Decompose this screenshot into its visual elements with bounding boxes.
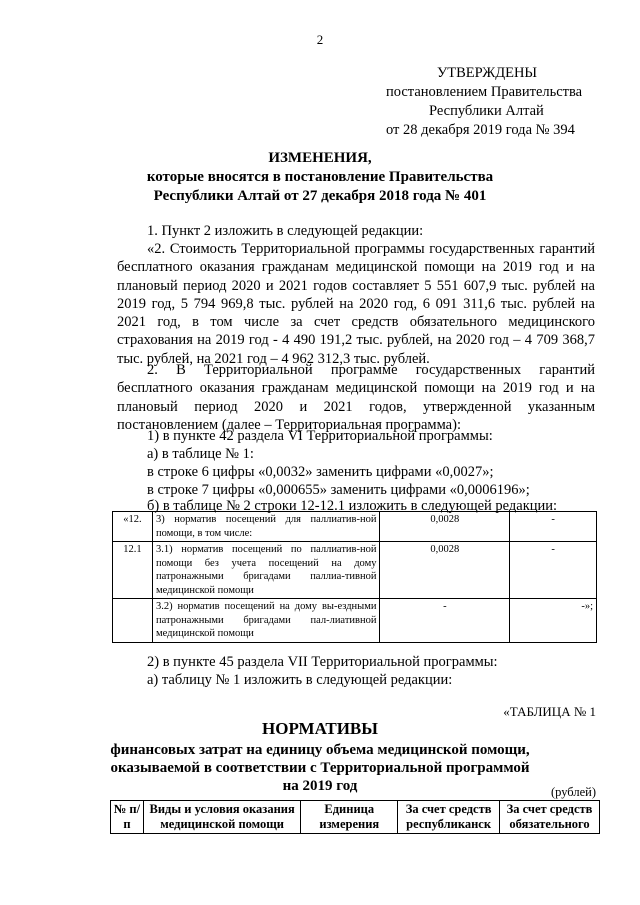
approval-line: УТВЕРЖДЕНЫ	[437, 65, 538, 81]
doc-title: ИЗМЕНЕНИЯ,	[268, 150, 372, 166]
row-number: «12.	[113, 512, 153, 542]
row-description: 3) норматив посещений для паллиатив-ной помощи, в том числе:	[152, 512, 380, 542]
row-value: 0,0028	[380, 512, 510, 542]
table-row	[113, 599, 597, 643]
normatives-title: НОРМАТИВЫ	[262, 719, 378, 738]
doc-subtitle: Республики Алтай от 27 декабря 2018 года № 401	[153, 188, 487, 204]
row-number: 12.1	[113, 542, 153, 599]
approval-line: от 28 декабря 2019 года № 394	[386, 122, 575, 138]
col-header-insurance-funds: За счет средств обязательного	[500, 801, 600, 834]
unit-label: (рублей)	[550, 785, 596, 799]
row-value: -	[510, 542, 597, 599]
list-item: а) таблицу № 1 изложить в следующей редакции:	[147, 672, 453, 688]
row-description: 3.2) норматив посещений на дому вы-ездными патронажными бригадами пал-лиативной медицинской помощи	[152, 599, 380, 643]
normatives-table-header	[110, 800, 600, 834]
col-header-types: Виды и условия оказания медицинской помощи	[143, 801, 300, 834]
col-header-unit: Единица измерения	[301, 801, 398, 834]
normatives-subtitle: оказываемой в соответствии с Территориальной программой	[110, 760, 530, 776]
paragraph-1: 1. Пункт 2 изложить в следующей редакции:	[147, 223, 424, 239]
table-label: «ТАБЛИЦА № 1	[503, 704, 596, 719]
list-item: в строке 6 цифры «0,0032» заменить цифрами «0,0027»;	[147, 464, 494, 480]
row-value: -	[380, 599, 510, 643]
list-item: а) в таблице № 1:	[147, 446, 254, 462]
row-value: -	[510, 512, 597, 542]
list-item: в строке 7 цифры «0,000655» заменить цифрами «0,0006196»;	[147, 482, 530, 498]
page-number: 2	[316, 32, 324, 47]
normatives-subtitle: финансовых затрат на единицу объема медицинской помощи,	[110, 742, 530, 758]
row-value: -»;	[510, 599, 597, 643]
col-header-number: № п/п	[111, 801, 144, 834]
row-description: 3.1) норматив посещений по паллиатив-ной помощи без учета посещений на дому патронажными бригадами паллиа-тивной медицинской помощи	[152, 542, 380, 599]
paragraph-3: 2. В Территориальной программе государственных гарантий бесплатного оказания гражданам медицинской помощи на 2019 год и на плановый период 2020 и 2021 годов, утвержденной указанным постановлением (далее – Территориальная программа):	[117, 362, 595, 433]
row-number	[113, 599, 153, 643]
row-value: 0,0028	[380, 542, 510, 599]
approval-line: постановлением Правительства	[386, 84, 583, 100]
table-row	[113, 512, 597, 542]
table-row	[111, 801, 600, 834]
list-item: 1) в пункте 42 раздела VI Территориальной программы:	[147, 428, 493, 444]
table-row	[113, 542, 597, 599]
doc-subtitle: которые вносятся в постановление Правительства	[146, 169, 494, 185]
approval-line: Республики Алтай	[429, 103, 544, 119]
paragraph-2: «2. Стоимость Территориальной программы государственных гарантий бесплатного оказания гражданам медицинской помощи на 2019 год и на плановый период 2020 и 2021 годов составляет 5 551 607,9 тыс. рублей на 2019 год, 5 794 969,8 тыс. рублей на 2020 год, 6 091 311,6 тыс. рублей на 2021 год, в том числе за счет средств обязательного медицинского страхования на 2019 год - 4 490 191,2 тыс. рублей, на 2020 год – 4 709 368,7 тыс. рублей, на 2021 год – 4 962 312,3 тыс. рублей.	[117, 241, 595, 367]
approval-stamp	[380, 64, 610, 140]
amendment-table	[112, 511, 597, 643]
list-item: б) в таблице № 2 строки 12-12.1 изложить в следующей редакции:	[147, 498, 558, 514]
col-header-republic-funds: За счет средств республиканск	[398, 801, 500, 834]
list-item: 2) в пункте 45 раздела VII Территориальной программы:	[147, 654, 498, 670]
normatives-subtitle: на 2019 год	[282, 778, 358, 794]
